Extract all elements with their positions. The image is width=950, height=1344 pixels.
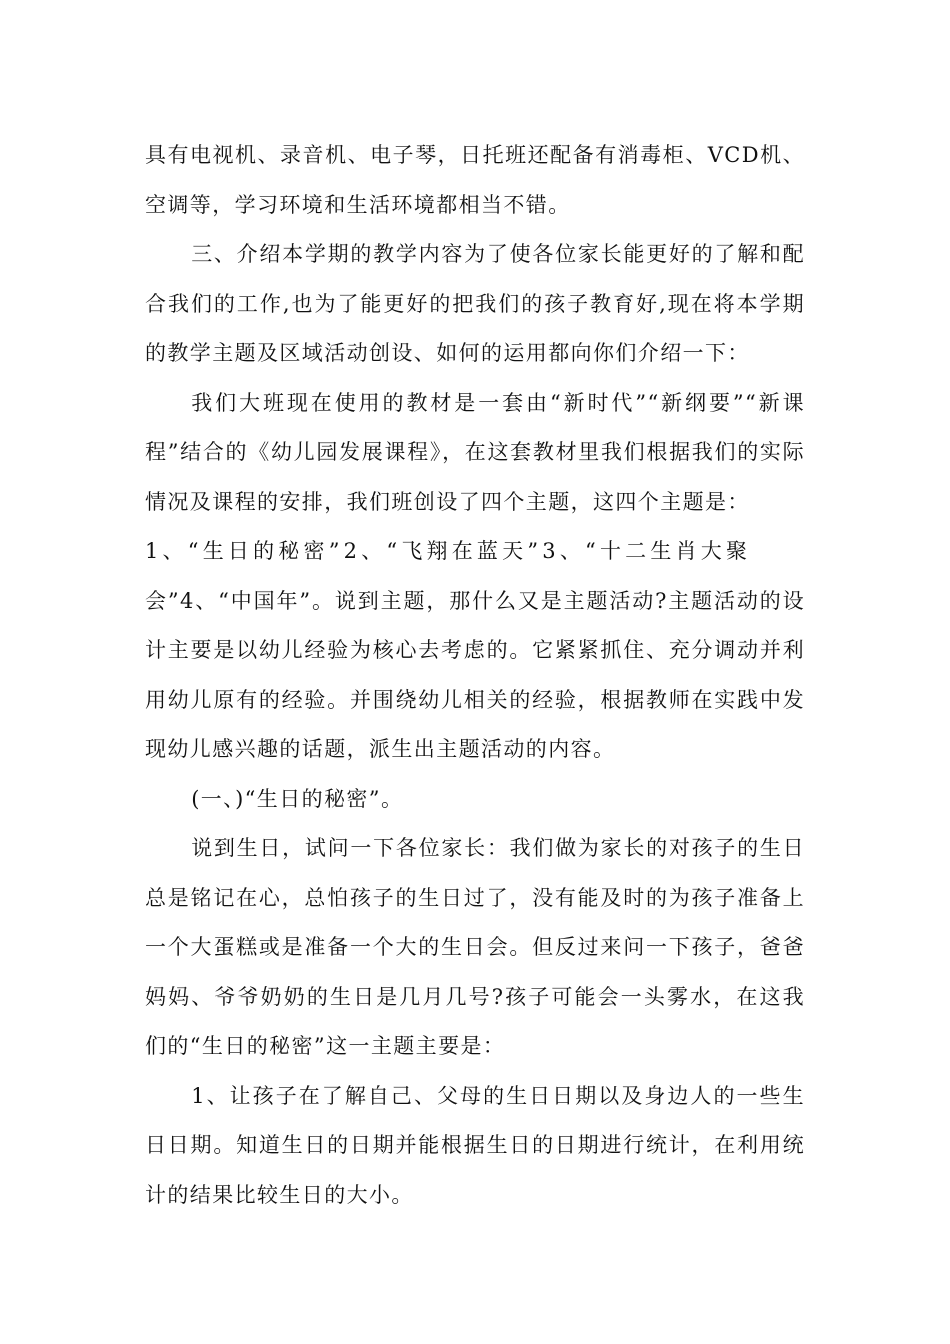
paragraph-textbook: 我们大班现在使用的教材是一套由“新时代”“新纲要”“新课程”结合的《幼儿园发展课程》，在这套教材里我们根据我们的实际情况及课程的安排，我们班创设了四个主题，这四个主题是： bbox=[145, 390, 805, 514]
paragraph-theme-activity: 会”4、“中国年”。说到主题，那什么又是主题活动?主题活动的设计主要是以幼儿经验为核心去考虑的。它紧紧抓住、充分调动并利用幼儿原有的经验。并围绕幼儿相关的经验，根据教师在实践中发现幼儿感兴趣的话题，派生出主题活动的内容。 bbox=[145, 588, 805, 761]
document-body bbox=[145, 131, 805, 1220]
paragraph-theme-list: 1、“生日的秘密”2、“飞翔在蓝天”3、“十二生肖大聚 bbox=[145, 539, 752, 563]
paragraph-birthday-question: 说到生日，试问一下各位家长：我们做为家长的对孩子的生日总是铭记在心，总怕孩子的生日过了，没有能及时的为孩子准备上一个大蛋糕或是准备一个大的生日会。但反过来问一下孩子，爸爸妈妈、爷爷奶奶的生日是几月几号?孩子可能会一头雾水，在这我们的“生日的秘密”这一主题主要是： bbox=[145, 836, 805, 1058]
paragraph-facilities: 具有电视机、录音机、电子琴，日托班还配备有消毒柜、VCD机、空调等，学习环境和生活环境都相当不错。 bbox=[145, 143, 805, 217]
section-heading-birthday-secret: (一、)“生日的秘密”。 bbox=[191, 786, 404, 811]
paragraph-goal-one: 1、让孩子在了解自己、父母的生日日期以及身边人的一些生日日期。知道生日的日期并能根据生日的日期进行统计，在利用统计的结果比较生日的大小。 bbox=[145, 1083, 805, 1207]
paragraph-teaching-content-intro: 三、介绍本学期的教学内容为了使各位家长能更好的了解和配合我们的工作,也为了能更好的把我们的孩子教育好,现在将本学期的教学主题及区域活动创设、如何的运用都向你们介绍一下： bbox=[145, 242, 805, 365]
